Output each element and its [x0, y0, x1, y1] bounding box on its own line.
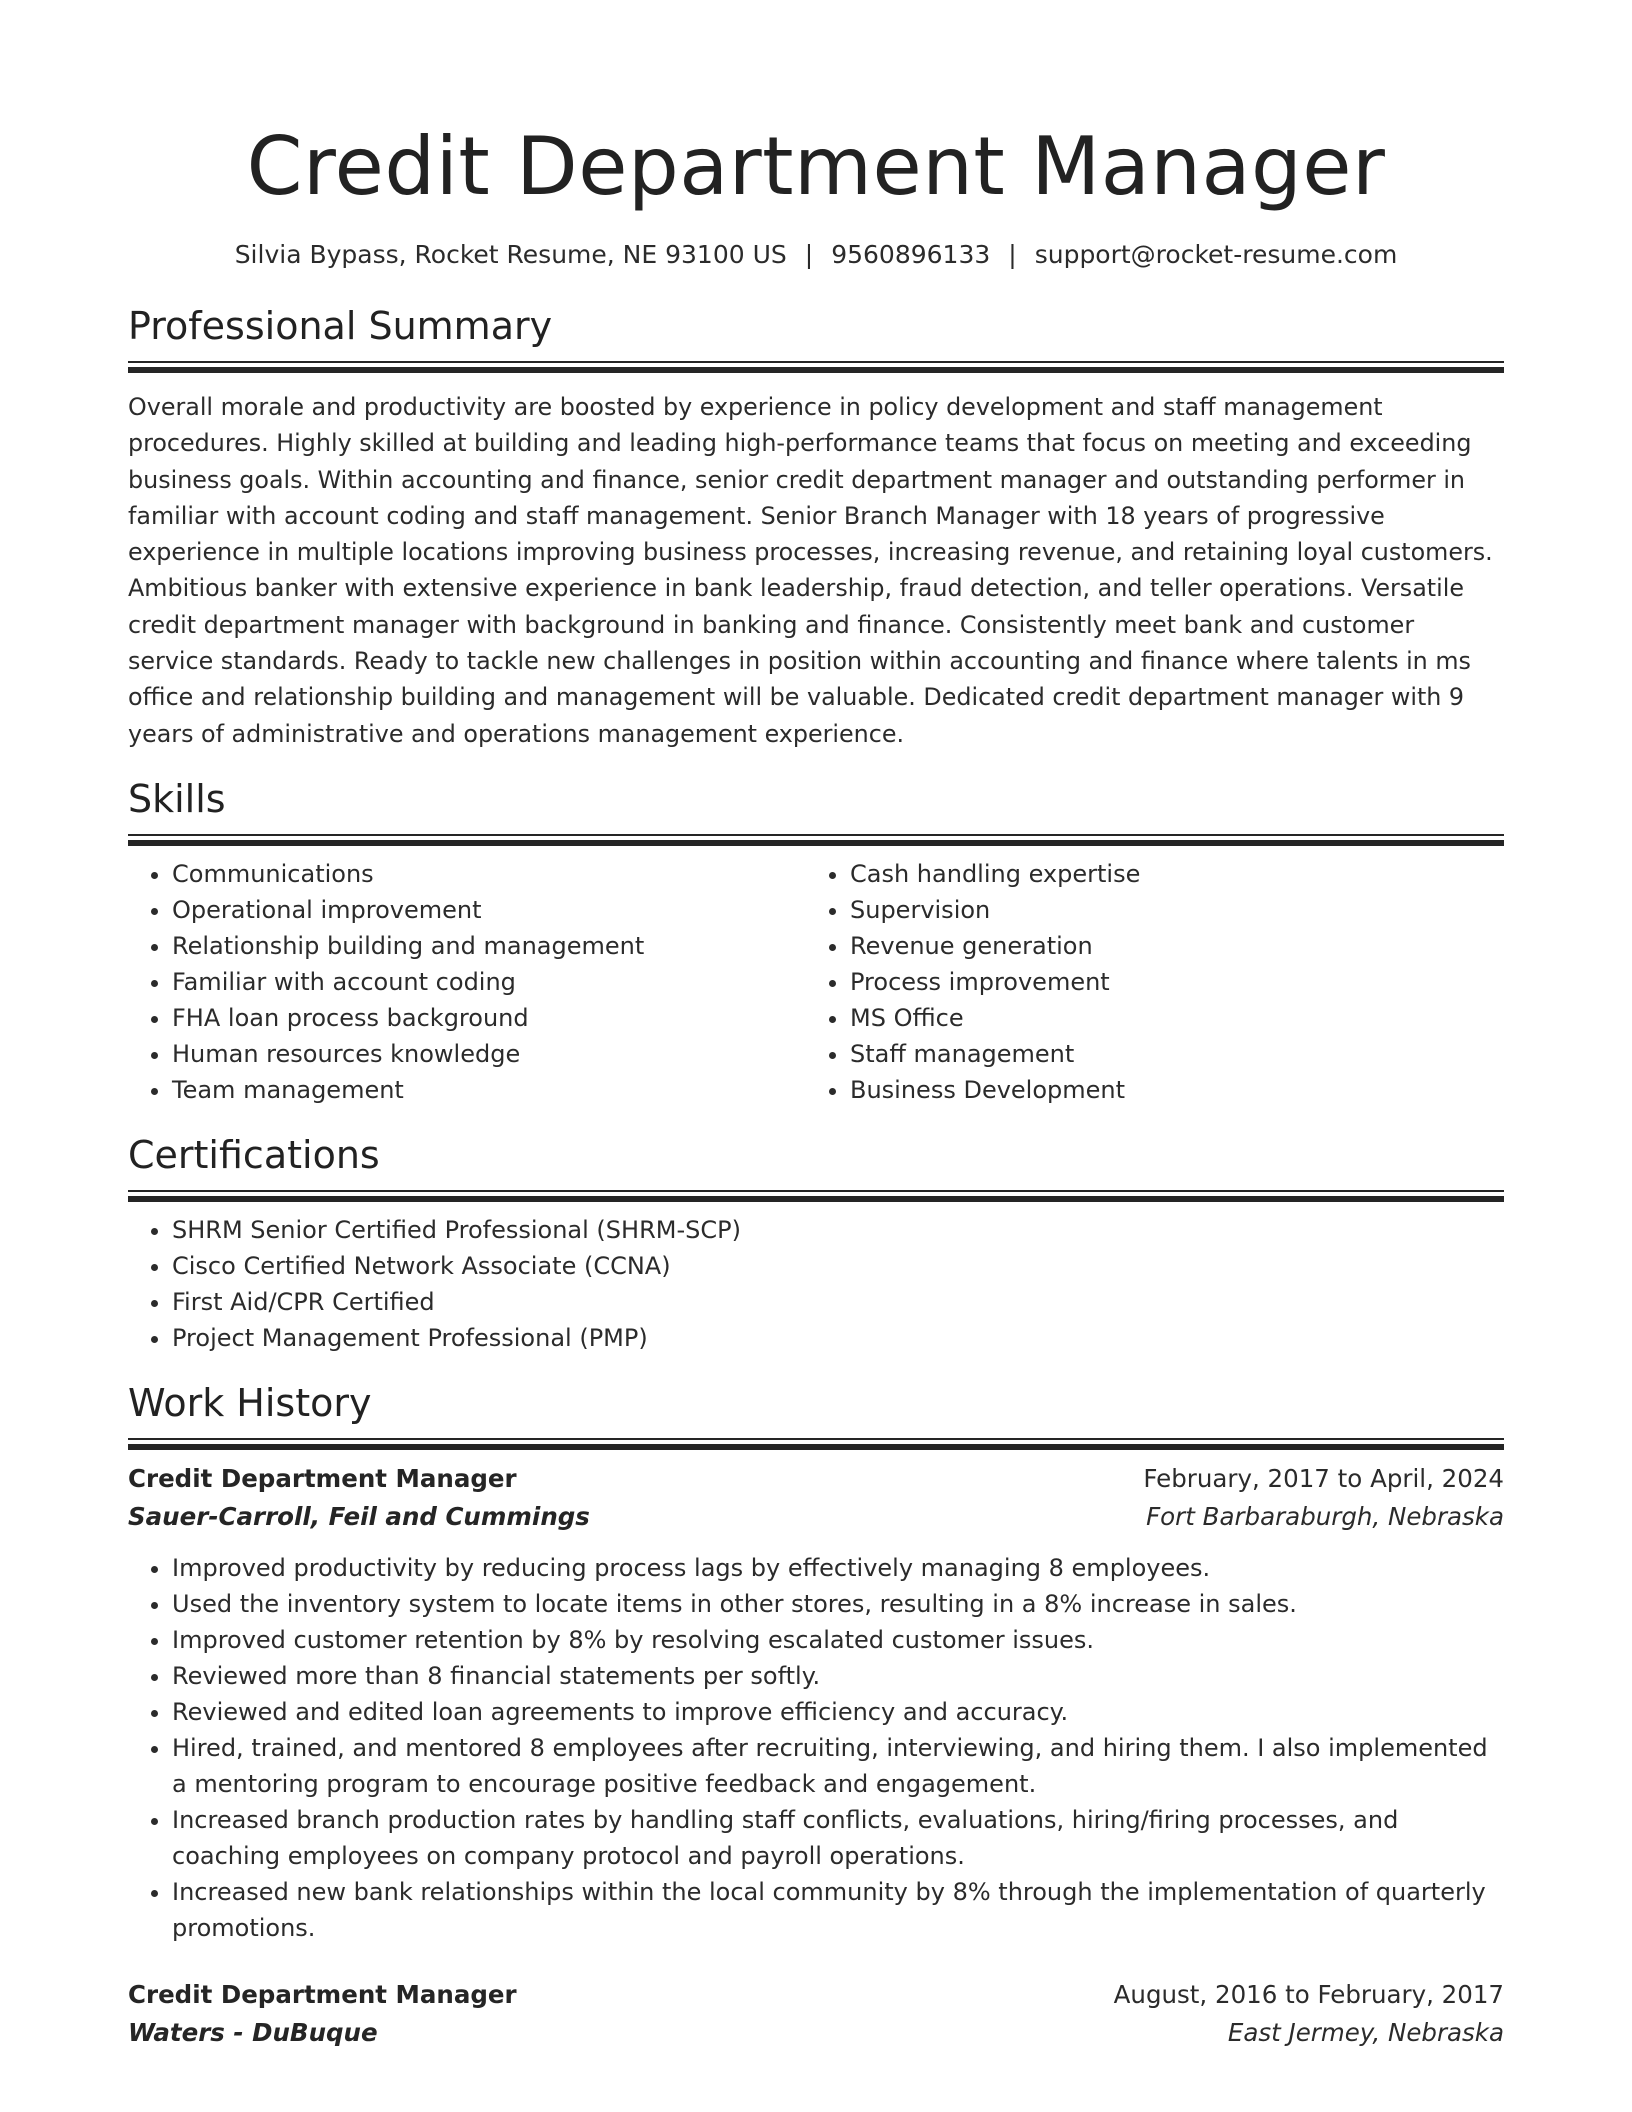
section-title-skills: Skills [128, 776, 226, 821]
job-entry [128, 1460, 1504, 1946]
job-subheader [128, 1498, 1504, 1536]
certification-item: • SHRM Senior Certified Professional (SHRM-SCP) [172, 1212, 1504, 1248]
section-title-certifications: Certifications [128, 1132, 380, 1177]
job-dates: February, 2017 to April, 2024 [1143, 1463, 1504, 1493]
job-subheader [128, 2014, 1504, 2052]
certifications-list [128, 1212, 1504, 1356]
skill-item: • Relationship building and management [172, 928, 806, 964]
skill-item: • Supervision [850, 892, 1484, 928]
skills-list-right [806, 856, 1484, 1108]
job-entry [128, 1976, 1504, 2052]
section-divider [128, 834, 1504, 848]
skill-item: • MS Office [850, 1000, 1484, 1036]
job-location: East Jermey, Nebraska [1227, 2017, 1504, 2047]
section-divider [128, 361, 1504, 375]
job-header [128, 1460, 1504, 1498]
job-bullets [128, 1550, 1504, 1946]
job-title: Credit Department Manager [128, 1979, 517, 2009]
summary-section [128, 301, 1504, 752]
contact-address: Silvia Bypass, Rocket Resume, NE 93100 US [234, 240, 787, 269]
section-divider [128, 1438, 1504, 1452]
contact-line [128, 238, 1504, 272]
contact-separator: | [1008, 240, 1017, 269]
job-bullet: • Used the inventory system to locate items in other stores, resulting in a 8% increase in sales. [172, 1586, 1504, 1622]
job-bullet: • Improved customer retention by 8% by resolving escalated customer issues. [172, 1622, 1504, 1658]
section-title-summary: Professional Summary [128, 304, 553, 348]
skill-item: • Communications [172, 856, 806, 892]
job-title: Credit Department Manager [128, 1463, 517, 1493]
job-dates: August, 2016 to February, 2017 [1113, 1979, 1504, 2009]
resume-page [128, 0, 1504, 2052]
skills-section [128, 774, 1504, 1108]
summary-text: Overall morale and productivity are boosted by experience in policy development and staff management procedures. Highly skilled at building and leading high-performance teams that focus on meeting and exceeding business goals. Within accounting and finance, senior credit department manager and outstanding performer in familiar with account coding and staff management. Senior Branch Manager with 18 years of progressive experience in multiple locations improving business processes, increasing revenue, and retaining loyal customers. Ambitious banker with extensive experience in bank leadership, fraud detection, and teller operations. Versatile credit department manager with background in banking and finance. Consistently meet bank and customer service standards. Ready to tackle new challenges in position within accounting and finance where talents in ms office and relationship building and management will be valuable. Dedicated credit department manager with 9 years of administrative and operations management experience. [128, 393, 1493, 748]
skills-columns [128, 856, 1504, 1108]
skill-item: • Cash handling expertise [850, 856, 1484, 892]
job-bullet: • Hired, trained, and mentored 8 employees after recruiting, interviewing, and hiring them. I also implemented a mentoring program to encourage positive feedback and engagement. [172, 1730, 1504, 1802]
job-bullet: • Increased branch production rates by handling staff conflicts, evaluations, hiring/firing processes, and coaching employees on company protocol and payroll operations. [172, 1802, 1504, 1874]
job-company: Sauer-Carroll, Feil and Cummings [128, 1501, 590, 1531]
contact-phone: 9560896133 [831, 240, 991, 269]
skill-item: • Operational improvement [172, 892, 806, 928]
work-history-section [128, 1378, 1504, 2052]
contact-email: support@rocket-resume.com [1034, 240, 1398, 269]
job-bullet: • Reviewed more than 8 financial statements per softly. [172, 1658, 1504, 1694]
job-company: Waters - DuBuque [128, 2017, 378, 2047]
job-bullet: • Reviewed and edited loan agreements to improve efficiency and accuracy. [172, 1694, 1504, 1730]
section-title-work-history: Work History [128, 1380, 372, 1425]
skill-item: • Staff management [850, 1036, 1484, 1072]
skills-column-right [806, 856, 1484, 1108]
skill-item: • Process improvement [850, 964, 1484, 1000]
skill-item: • Business Development [850, 1072, 1484, 1108]
skill-item: • Revenue generation [850, 928, 1484, 964]
skill-item: • Human resources knowledge [172, 1036, 806, 1072]
skill-item: • Team management [172, 1072, 806, 1108]
job-bullet: • Increased new bank relationships within the local community by 8% through the implementation of quarterly promotions. [172, 1874, 1504, 1946]
contact-separator: | [804, 240, 814, 269]
job-bullet: • Improved productivity by reducing process lags by effectively managing 8 employees. [172, 1550, 1504, 1586]
certifications-section [128, 1130, 1504, 1356]
certification-item: • First Aid/CPR Certified [172, 1284, 1504, 1320]
job-location: Fort Barbaraburgh, Nebraska [1146, 1501, 1504, 1531]
skill-item: • FHA loan process background [172, 1000, 806, 1036]
job-header [128, 1976, 1504, 2014]
section-divider [128, 1190, 1504, 1204]
skill-item: • Familiar with account coding [172, 964, 806, 1000]
resume-title: Credit Department Manager [246, 120, 1386, 213]
skills-list-left [128, 856, 806, 1108]
skills-column-left [128, 856, 806, 1108]
certification-item: • Cisco Certified Network Associate (CCNA) [172, 1248, 1504, 1284]
certification-item: • Project Management Professional (PMP) [172, 1320, 1504, 1356]
